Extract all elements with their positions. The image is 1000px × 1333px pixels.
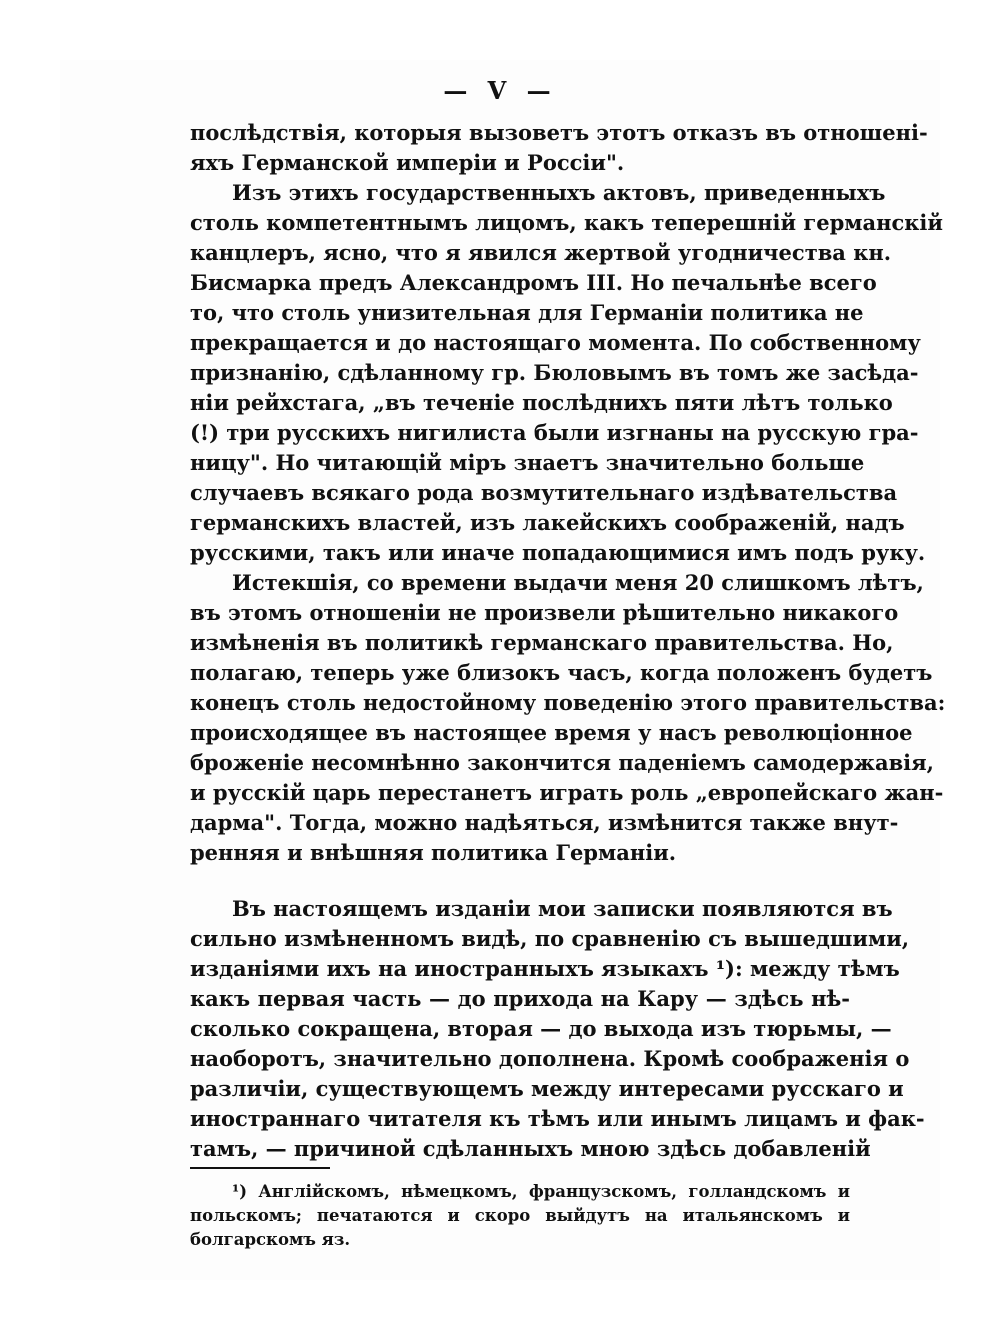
footnote-line: болгарскомъ яз. (190, 1230, 351, 1249)
footnote-divider (190, 1167, 330, 1169)
text-line: иностраннаго читателя къ тѣмъ или инымъ лицамъ и фак- (190, 1106, 925, 1131)
text-line: изданіями ихъ на иностранныхъ языкахъ ¹): между тѣмъ (190, 956, 900, 981)
text-line: канцлеръ, ясно, что я явился жертвой угодничества кн. (190, 240, 892, 265)
text-line: тамъ, — причиной сдѣланныхъ мною здѣсь добавленій (190, 1136, 871, 1161)
text-line: дарма". Тогда, можно надѣяться, измѣнится также внут- (190, 810, 899, 835)
paragraph-4 (190, 894, 925, 1164)
text-line: послѣдствія, которыя вызоветъ этотъ отказъ въ отношені- (190, 120, 928, 145)
text-line: наоборотъ, значительно дополнена. Кромѣ соображенія о (190, 1046, 910, 1071)
text-line: столь компетентнымъ лицомъ, какъ теперешній германскій (190, 210, 943, 235)
footnote-line: польскомъ; печатаются и скоро выйдутъ на итальянскомъ и (190, 1206, 850, 1225)
text-line: ніи рейхстага, „въ теченіе послѣднихъ пяти лѣтъ только (190, 390, 893, 415)
footnote (190, 1180, 850, 1252)
text-line: Въ настоящемъ изданіи мои записки появляются въ (232, 896, 893, 921)
page-number: — V — (443, 76, 557, 105)
text-line: происходящее въ настоящее время у насъ революціонное (190, 720, 913, 745)
text-line: признанію, сдѣланному гр. Бюловымъ въ томъ же засѣда- (190, 360, 919, 385)
text-line: Истекшія, со времени выдачи меня 20 слишкомъ лѣтъ, (232, 570, 924, 595)
text-line: сильно измѣненномъ видѣ, по сравненію съ вышедшими, (190, 926, 910, 951)
text-line: въ этомъ отношеніи не произвели рѣшительно никакого (190, 600, 899, 625)
footnote-line: ¹) Англійскомъ, нѣмецкомъ, французскомъ, голландскомъ и (232, 1182, 850, 1201)
text-line: русскими, такъ или иначе попадающимися имъ подъ руку. (190, 540, 926, 565)
paragraph-1 (190, 118, 928, 178)
text-line: яхъ Германской имперіи и Россіи". (190, 150, 625, 175)
text-line: броженіе несомнѣнно закончится паденіемъ самодержавія, (190, 750, 934, 775)
text-line: ренняя и внѣшняя политика Германіи. (190, 840, 677, 865)
text-line: различіи, существующемъ между интересами русскаго и (190, 1076, 904, 1101)
text-line: Изъ этихъ государственныхъ актовъ, приведенныхъ (232, 180, 886, 205)
text-line: какъ первая часть — до прихода на Кару — здѣсь нѣ- (190, 986, 850, 1011)
text-line: ницу". Но читающій міръ знаетъ значительно больше (190, 450, 865, 475)
text-line: полагаю, теперь уже близокъ часъ, когда положенъ будетъ (190, 660, 933, 685)
paragraph-2 (190, 178, 943, 568)
text-line: (!) три русскихъ нигилиста были изгнаны на русскую гра- (190, 420, 919, 445)
text-line: сколько сокращена, вторая — до выхода изъ тюрьмы, — (190, 1016, 892, 1041)
text-line: то, что столь унизительная для Германіи политика не (190, 300, 864, 325)
paragraph-3 (190, 568, 946, 868)
text-line: Бисмарка предъ Александромъ III. Но печальнѣе всего (190, 270, 877, 295)
text-line: случаевъ всякаго рода возмутительнаго издѣвательства (190, 480, 898, 505)
text-line: германскихъ властей, изъ лакейскихъ соображеній, надъ (190, 510, 905, 535)
text-line: прекращается и до настоящаго момента. По собственному (190, 330, 921, 355)
text-line: и русскій царь перестанетъ играть роль „европейскаго жан- (190, 780, 944, 805)
text-line: измѣненія въ политикѣ германскаго правительства. Но, (190, 630, 894, 655)
text-line: конецъ столь недостойному поведенію этого правительства: (190, 690, 946, 715)
